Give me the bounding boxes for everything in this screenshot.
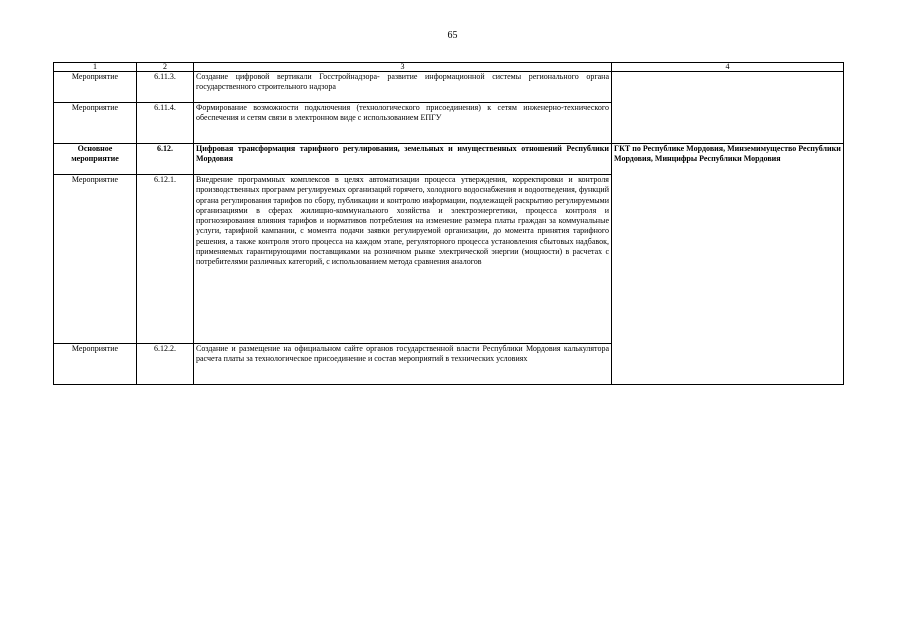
row-description: Формирование возможности подключения (технологического присоединения) к сетям инженерно-технического обеспечения и сетям связи в электронном виде с использованием ЕПГУ <box>194 103 612 144</box>
row-code: 6.11.3. <box>137 72 194 103</box>
table-header-row <box>54 63 844 72</box>
row-code: 6.12.1. <box>137 175 194 344</box>
column-header-4: 4 <box>612 63 844 72</box>
row-code: 6.11.4. <box>137 103 194 144</box>
column-header-3: 3 <box>194 63 612 72</box>
row-code: 6.12.2. <box>137 344 194 385</box>
page-number: 65 <box>447 30 458 41</box>
row-type: Мероприятие <box>54 72 137 103</box>
row-description: Внедрение программных комплексов в целях автоматизации процесса утверждения, корректировки и контроля производственных программ регулируемых организаций горячего, холодного водоснабжения и водоотведения, функций органа регулирования тарифов по сбору, публикации и контролю информации, подлежащей раскрытию регулируемыми организациями в сферах жилищно-коммунального хозяйства и электроэнергетики, процесса контроля и прогнозирования влияния тарифов и нормативов потребления на изменение размера платы граждан за коммунальные услуги, тарифной кампании, с момента подачи заявки регулируемой организации, до момента принятия тарифного решения, а также контроля этого процесса на каждом этапе, регуляторного процесса установления сбытовых надбавок, применяемых гарантирующими поставщиками на розничном рынке электрической энергии (мощности) в расчетах с потребителями различных категорий, с использованием метода сравнения аналогов <box>194 175 612 344</box>
table-row-main <box>54 144 844 175</box>
row-description: Цифровая трансформация тарифного регулирования, земельных и имущественных отношений Республики Мордовия <box>194 144 612 175</box>
row-code: 6.12. <box>137 144 194 175</box>
responsible-cell-empty <box>612 72 844 144</box>
row-type: Основное мероприятие <box>54 144 137 175</box>
responsible-executors: ГКТ по Республике Мордовия, Минземимущество Республики Мордовия, Минцифры Республики Мордовия <box>612 144 844 385</box>
row-type: Мероприятие <box>54 175 137 344</box>
row-description: Создание цифровой вертикали Госстройнадзора- развитие информационной системы регионального органа государственного строительного надзора <box>194 72 612 103</box>
column-header-1: 1 <box>54 63 137 72</box>
row-type: Мероприятие <box>54 103 137 144</box>
column-header-2: 2 <box>137 63 194 72</box>
row-type: Мероприятие <box>54 344 137 385</box>
measures-table <box>53 62 844 385</box>
table-row <box>54 72 844 103</box>
row-description: Создание и размещение на официальном сайте органов государственной власти Республики Мордовия калькулятора расчета платы за технологическое присоединение и состав мероприятий в технических условиях <box>194 344 612 385</box>
